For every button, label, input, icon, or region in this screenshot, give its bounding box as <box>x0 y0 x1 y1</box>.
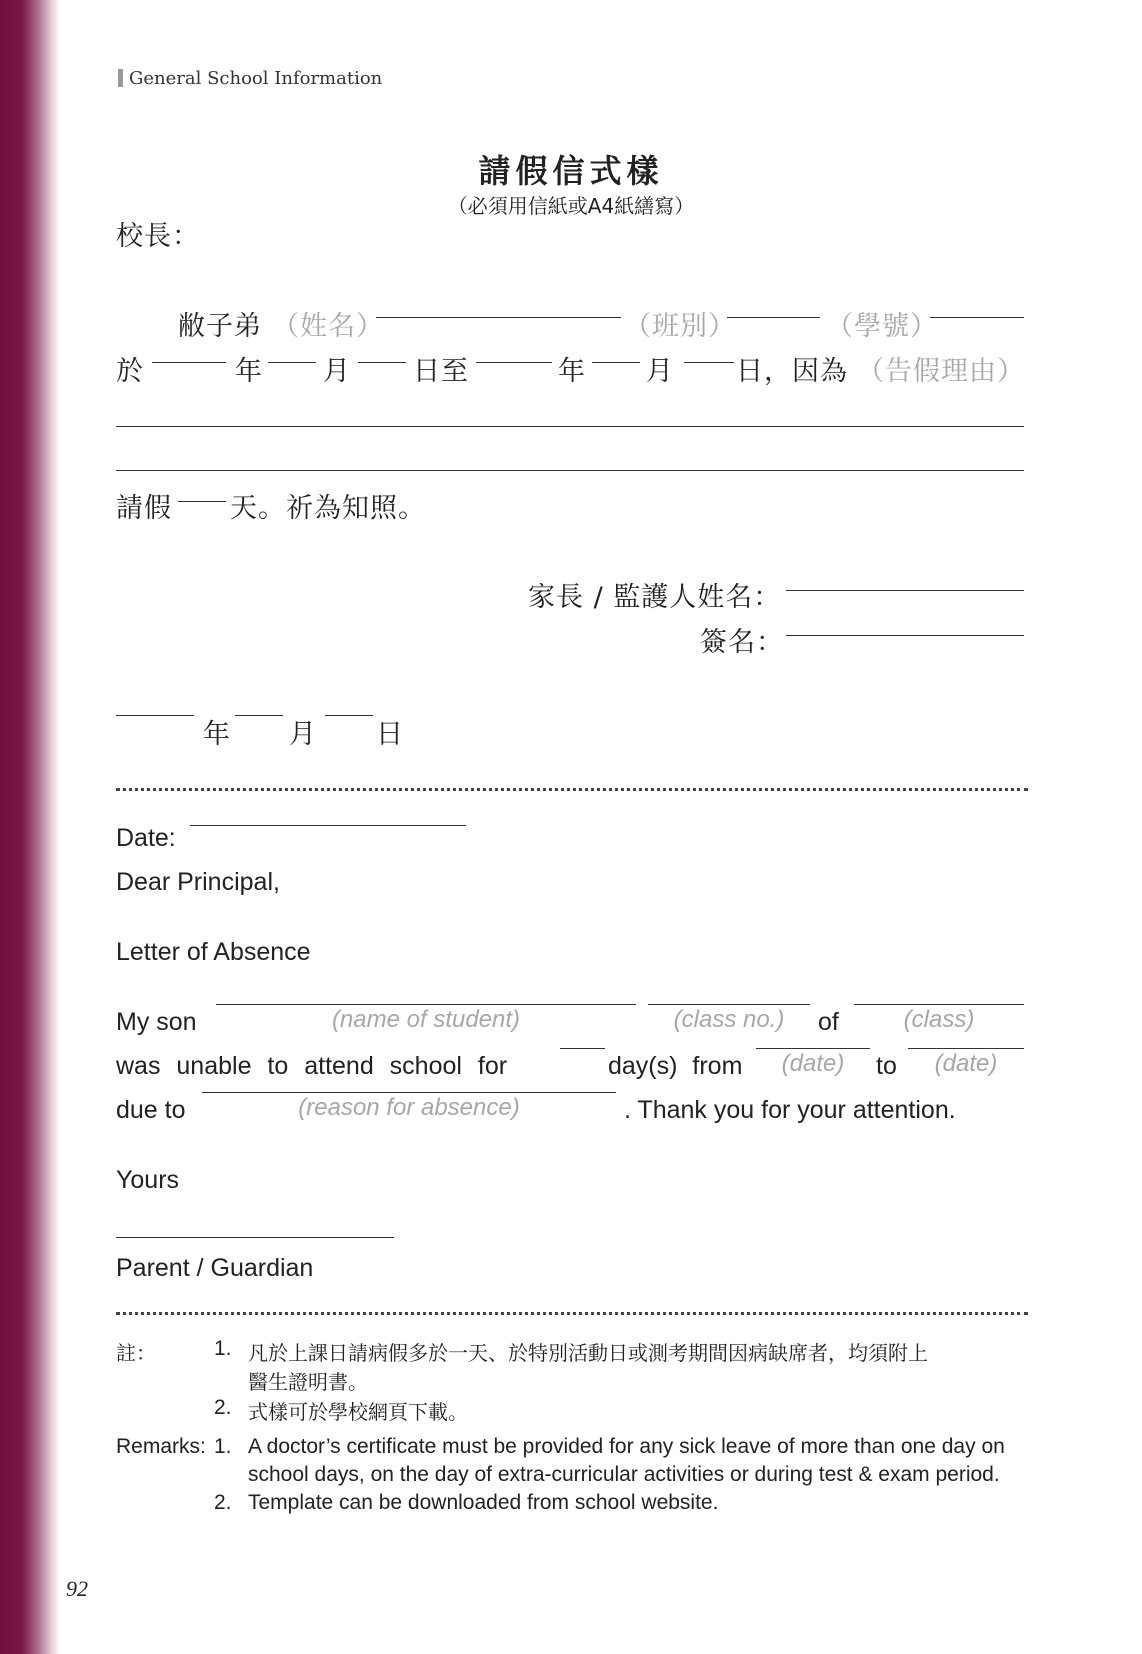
zh-salutation: 校長： <box>116 221 200 252</box>
zh-line1-prefix: 敝子弟 <box>178 311 262 342</box>
notes-en-item-1-line1: A doctor’s certificate must be provided for any sick leave of more than one day on <box>248 1435 1005 1458</box>
en-student-line <box>216 1004 636 1005</box>
zh-date-month-line <box>235 715 283 716</box>
zh-subtitle: （必須用信紙或A4紙繕寫） <box>447 194 695 218</box>
notes-en-item-2: Template can be downloaded from school website. <box>248 1491 719 1514</box>
zh-from: 於 <box>116 356 144 387</box>
separator-2 <box>116 1312 1028 1315</box>
zh-request-suffix: 天。祈為知照。 <box>230 493 426 524</box>
zh-month-from-line <box>268 362 316 363</box>
zh-day-to-line <box>684 362 734 363</box>
zh-reason-line-2 <box>116 470 1024 471</box>
notes-en-num-1: 1. <box>214 1435 232 1458</box>
en-class-line <box>854 1004 1024 1005</box>
zh-date-year-line <box>116 715 194 716</box>
zh-year-to: 年 <box>558 356 586 387</box>
zh-placeholder-reason: （告假理由） <box>857 356 1025 387</box>
en-placeholder-class-no: (class no.) <box>673 1006 785 1033</box>
zh-placeholder-number: （學號） <box>826 311 938 342</box>
en-signature-label: Parent / Guardian <box>116 1254 314 1282</box>
notes-zh-num-1: 1. <box>214 1337 232 1360</box>
en-due-to: due to <box>116 1096 186 1124</box>
en-of: of <box>818 1008 839 1036</box>
en-thanks: . Thank you for your attention. <box>624 1096 956 1124</box>
notes-en-label: Remarks: <box>116 1435 206 1458</box>
en-unable: was unable to attend school for <box>116 1052 508 1080</box>
notes-zh-num-2: 2. <box>214 1396 232 1419</box>
zh-month-to-line <box>592 362 640 363</box>
zh-day-to: 日至 <box>413 356 469 387</box>
en-class-no-line <box>648 1004 810 1005</box>
zh-year-from-line <box>152 362 226 363</box>
zh-month-from: 月 <box>323 356 351 387</box>
zh-date-year: 年 <box>203 719 231 750</box>
zh-year-from: 年 <box>235 356 263 387</box>
en-placeholder-class: (class) <box>903 1006 975 1033</box>
notes-zh-item-1-line1: 凡於上課日請病假多於一天、於特別活動日或測考期間因病缺席者，均須附上 <box>248 1341 928 1365</box>
zh-placeholder-name: （姓名） <box>272 311 384 342</box>
header-bar-icon <box>118 69 123 87</box>
separator-1 <box>116 788 1028 791</box>
zh-day-from-line <box>358 362 406 363</box>
zh-placeholder-class: （班別） <box>624 311 736 342</box>
en-signature-line <box>116 1237 394 1238</box>
zh-class-line <box>727 317 820 318</box>
en-subject: Letter of Absence <box>116 938 311 966</box>
page-number: 92 <box>66 1576 88 1601</box>
en-date-label: Date: <box>116 824 176 852</box>
en-placeholder-student: (name of student) <box>331 1006 521 1033</box>
zh-days-line <box>178 501 226 502</box>
zh-year-to-line <box>476 362 552 363</box>
zh-day-because: 日，因為 <box>736 356 848 387</box>
en-date-to-line <box>908 1048 1024 1049</box>
en-my-son: My son <box>116 1008 197 1036</box>
en-days-from: day(s) from <box>608 1052 743 1080</box>
notes-zh-item-1-line2: 醫生證明書。 <box>248 1370 368 1394</box>
zh-parent-label: 家長 / 監護人姓名： <box>528 582 782 613</box>
en-placeholder-date-to: (date) <box>934 1050 998 1077</box>
zh-request-prefix: 請假 <box>116 493 172 524</box>
en-date-from-line <box>756 1048 870 1049</box>
zh-date-month: 月 <box>289 719 317 750</box>
zh-date-day: 日 <box>376 719 404 750</box>
en-placeholder-reason: (reason for absence) <box>298 1094 520 1121</box>
notes-zh-item-2: 式樣可於學校網頁下載。 <box>248 1400 468 1424</box>
en-placeholder-date-from: (date) <box>781 1050 845 1077</box>
en-closing: Yours <box>116 1166 180 1194</box>
zh-date-day-line <box>325 715 373 716</box>
en-days-line <box>560 1048 605 1049</box>
page-edge-band <box>0 0 60 1654</box>
notes-zh-label: 註： <box>116 1341 156 1365</box>
en-to: to <box>876 1052 897 1080</box>
zh-month-to: 月 <box>646 356 674 387</box>
zh-number-line <box>930 317 1024 318</box>
en-salutation: Dear Principal, <box>116 868 280 896</box>
zh-name-line <box>376 317 621 318</box>
en-reason-line <box>202 1092 616 1093</box>
running-header: General School Information <box>118 68 382 89</box>
notes-en-item-1-line2: school days, on the day of extra-curricular activities or during test & exam period. <box>248 1463 1000 1486</box>
notes-en-num-2: 2. <box>214 1491 232 1514</box>
zh-parent-line <box>786 590 1024 591</box>
zh-title: 請假信式樣 <box>478 152 664 190</box>
zh-reason-line-1 <box>116 426 1024 427</box>
en-date-line <box>190 825 466 826</box>
zh-sign-line <box>786 635 1024 636</box>
zh-sign-label: 簽名： <box>700 627 784 658</box>
